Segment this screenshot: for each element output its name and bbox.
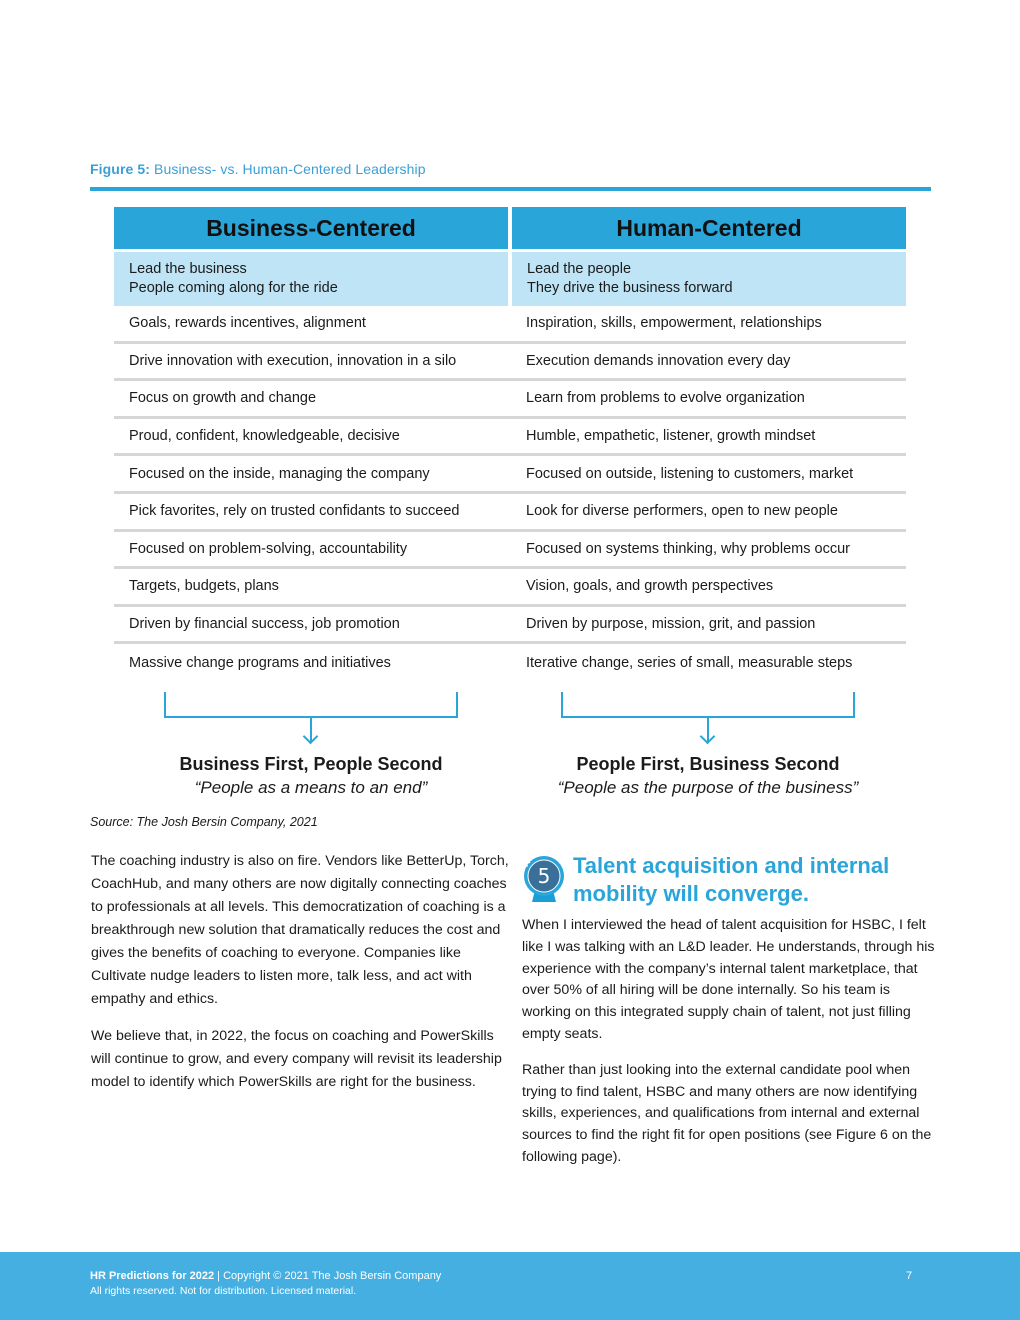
business-cell: Massive change programs and initiatives (129, 655, 391, 672)
business-cell: Drive innovation with execution, innovation in a silo (129, 352, 457, 369)
human-cell: Learn from problems to evolve organization (526, 390, 805, 407)
table-row (114, 569, 906, 607)
table-row (114, 494, 906, 532)
footer-copyright: | Copyright © 2021 The Josh Bersin Company (217, 1270, 442, 1282)
business-cell: Goals, rewards incentives, alignment (129, 315, 366, 332)
page-footer (0, 1252, 1020, 1320)
human-cell: Vision, goals, and growth perspectives (526, 578, 774, 595)
table-row (114, 306, 906, 344)
human-cell: Focused on outside, listening to customers, market (526, 465, 854, 482)
table-header-row (114, 207, 906, 249)
footer-line (90, 1270, 441, 1282)
right-column (522, 915, 937, 1183)
business-bracket (164, 692, 458, 718)
human-cell: Inspiration, skills, empowerment, relationships (526, 315, 822, 332)
paragraph: The coaching industry is also on fire. Vendors like BetterUp, Torch, CoachHub, and many others are now digitally connecting coaches to professionals at all levels. This democratization of coaching is a breakthrough new solution that dramatically reduces the cost and gives the benefits of coaching to everyone. Companies like Cultivate nudge leaders to listen more, talk less, and act with empathy and ethics. (91, 853, 509, 1007)
figure-source: Source: The Josh Bersin Company, 2021 (90, 815, 318, 829)
business-cell: Focused on problem-solving, accountability (129, 540, 408, 557)
page-number: 7 (906, 1270, 913, 1282)
table-row (114, 381, 906, 419)
left-column (91, 850, 511, 1108)
table-row (114, 644, 906, 682)
human-conclusion-title: People First, Business Second (576, 754, 840, 774)
section-title: Talent acquisition and internal mobility will converge. (573, 853, 890, 906)
human-cell: Humble, empathetic, listener, growth mindset (526, 428, 816, 445)
business-cell: Driven by financial success, job promotion (129, 616, 400, 633)
paragraph: When I interviewed the head of talent acquisition for HSBC, I felt like I was talking with an L&D leader. He understands, through his experience with the company’s internal talent marketplace, that over 50% of all hiring will be done internally. So his team is working on this integrated supply chain of talent, not just filling empty seats. (522, 917, 935, 1042)
human-cell: Driven by purpose, mission, grit, and passion (526, 616, 816, 633)
leadership-comparison-table (114, 207, 906, 682)
human-bracket (561, 692, 855, 718)
table-row (114, 456, 906, 494)
table-row (114, 607, 906, 645)
business-cell: Targets, budgets, plans (129, 578, 279, 595)
number-badge-icon (522, 854, 566, 904)
human-conclusion (510, 753, 906, 799)
paragraph: Rather than just looking into the external candidate pool when trying to find talent, HSBC and many others are now identifying skills, experiences, and qualifications from internal and external sources to find the right fit for open positions (see Figure 6 on the following page). (522, 1061, 932, 1165)
footer-rights: All rights reserved. Not for distribution. Licensed material. (90, 1285, 357, 1297)
intro-business-line: People coming along for the ride (129, 280, 338, 296)
table-row (114, 532, 906, 570)
intro-human (512, 252, 906, 306)
paragraph: We believe that, in 2022, the focus on coaching and PowerSkills will continue to grow, and every company will revisit its leadership model to identify which PowerSkills are right for the business. (91, 1028, 502, 1090)
footer-report-title: HR Predictions for 2022 (90, 1270, 215, 1282)
figure-rule (90, 187, 931, 191)
badge-number: 5 (537, 864, 551, 888)
human-cell: Focused on systems thinking, why problems occur (526, 540, 850, 557)
down-arrow-icon (700, 729, 716, 745)
figure-title: Business- vs. Human-Centered Leadership (150, 161, 426, 177)
human-conclusion-quote: “People as the purpose of the business” (557, 778, 859, 797)
table-intro-row (114, 252, 906, 306)
figure-number: Figure 5: (90, 161, 151, 177)
human-cell: Execution demands innovation every day (526, 352, 791, 369)
business-conclusion-title: Business First, People Second (179, 754, 443, 774)
section-heading (522, 852, 942, 910)
header-human-centered: Human-Centered (512, 207, 906, 249)
table-row (114, 419, 906, 457)
business-cell: Focused on the inside, managing the company (129, 465, 430, 482)
intro-business-line: Lead the business (129, 261, 247, 277)
business-cell: Proud, confident, knowledgeable, decisive (129, 428, 400, 445)
intro-human-line: They drive the business forward (527, 280, 733, 296)
figure-caption (90, 161, 931, 177)
intro-business (114, 252, 508, 306)
human-cell: Iterative change, series of small, measurable steps (526, 655, 853, 672)
down-arrow-icon (303, 729, 319, 745)
human-cell: Look for diverse performers, open to new people (526, 503, 838, 520)
header-business-centered: Business-Centered (114, 207, 508, 249)
business-cell: Focus on growth and change (129, 390, 317, 407)
business-conclusion-quote: “People as a means to an end” (194, 778, 428, 797)
business-conclusion (113, 753, 509, 799)
business-cell: Pick favorites, rely on trusted confidants to succeed (129, 503, 460, 520)
table-row (114, 344, 906, 382)
intro-human-line: Lead the people (527, 261, 632, 277)
